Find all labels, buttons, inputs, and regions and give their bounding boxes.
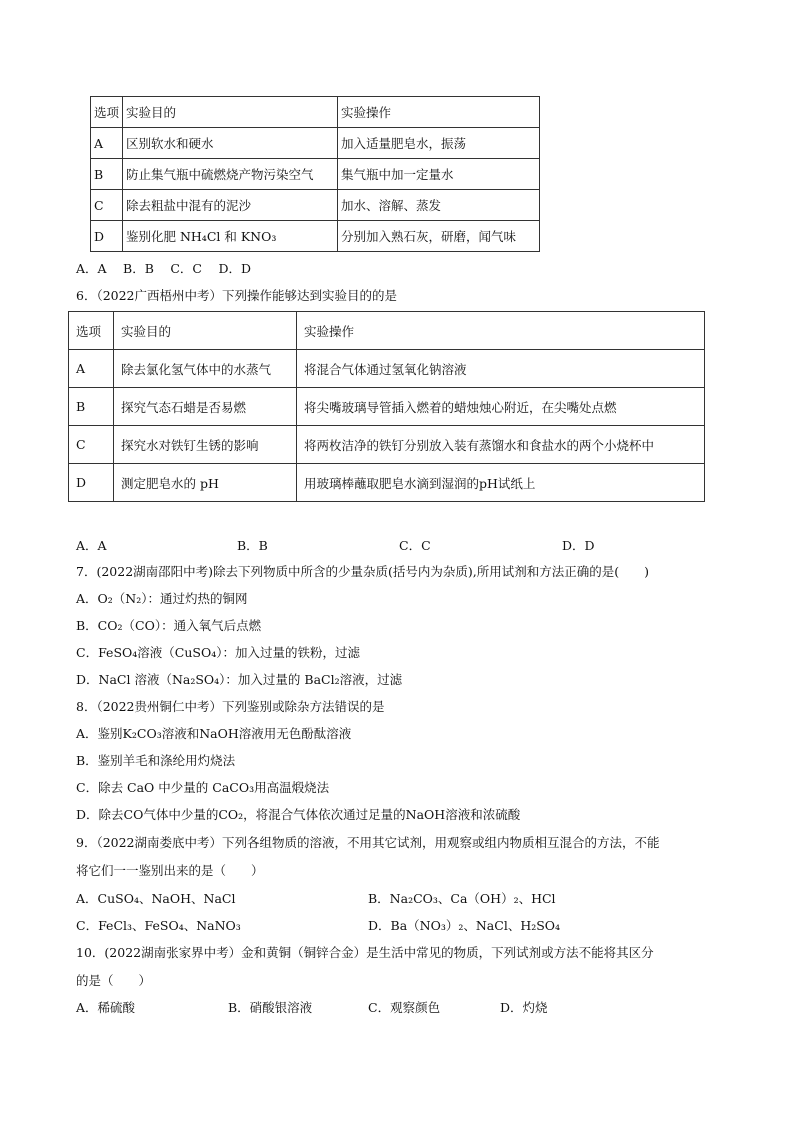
table-header-cell: 实验操作 (338, 97, 540, 128)
q7-option-a: A．O₂（N₂）：通过灼热的铜网 (76, 591, 248, 606)
table-cell: 集气瓶中加一定量水 (338, 159, 540, 190)
table-header-cell: 实验目的 (114, 312, 297, 350)
table-cell: 探究水对铁钉生锈的影响 (114, 426, 297, 464)
table-row (91, 128, 540, 159)
table-row (69, 388, 705, 426)
q9-option-c: C．FeCl₃、FeSO₄、NaNO₃ (76, 918, 241, 933)
q9-option-b: B．Na₂CO₃、Ca（OH）₂、HCl (368, 891, 556, 906)
q6-stem: 6．（2022广西梧州中考）下列操作能够达到实验目的的是 (76, 288, 398, 303)
table-row (91, 159, 540, 190)
table-cell: 将尖嘴玻璃导管插入燃着的蜡烛烛心附近，在尖嘴处点燃 (297, 388, 705, 426)
table-cell: 测定肥皂水的 pH (114, 464, 297, 502)
q9-stem-line2: 将它们一一鉴别出来的是（ ） (76, 863, 264, 878)
table-cell: 加入适量肥皂水，振荡 (338, 128, 540, 159)
q8-option-a: A．鉴别K₂CO₃溶液和NaOH溶液用无色酚酞溶液 (76, 726, 352, 741)
q10-option-c: C．观察颜色 (368, 1000, 441, 1015)
table1-options: A．A B．B C．C D．D (76, 261, 252, 276)
table-row (69, 426, 705, 464)
q10-option-a: A．稀硫酸 (76, 1000, 136, 1015)
q6-option-d: D．D (562, 538, 595, 553)
table-cell: 将两枚洁净的铁钉分别放入装有蒸馏水和食盐水的两个小烧杯中 (297, 426, 705, 464)
table-cell: 除去粗盐中混有的泥沙 (123, 190, 338, 221)
table-cell: 用玻璃棒蘸取肥皂水滴到湿润的pH试纸上 (297, 464, 705, 502)
table-cell: 探究气态石蜡是否易燃 (114, 388, 297, 426)
table-cell: 防止集气瓶中硫燃烧产物污染空气 (123, 159, 338, 190)
table-cell: 除去氯化氢气体中的水蒸气 (114, 350, 297, 388)
table-header-cell: 选项 (69, 312, 114, 350)
q6-option-c: C．C (399, 538, 431, 553)
q9-option-a: A．CuSO₄、NaOH、NaCl (76, 891, 236, 906)
experiment-table-1 (90, 96, 540, 252)
q9-stem-line1: 9．（2022湖南娄底中考）下列各组物质的溶液，不用其它试剂，用观察或组内物质相互混合的方法，不能 (76, 835, 660, 850)
q10-option-d: D．灼烧 (500, 1000, 548, 1015)
table-cell: 分别加入熟石灰，研磨，闻气味 (338, 221, 540, 252)
table-header-cell: 实验操作 (297, 312, 705, 350)
q6-option-a: A．A (76, 538, 107, 553)
q8-stem: 8．（2022贵州铜仁中考）下列鉴别或除杂方法错误的是 (76, 699, 385, 714)
experiment-table-2 (68, 311, 705, 502)
table-cell: D (69, 464, 114, 502)
q7-stem: 7．(2022湖南邵阳中考)除去下列物质中所含的少量杂质(括号内为杂质),所用试剂和方法正确的是( ) (76, 564, 649, 579)
table-row (91, 190, 540, 221)
table-header-cell: 实验目的 (123, 97, 338, 128)
table-cell: A (91, 128, 123, 159)
table-cell: C (91, 190, 123, 221)
table-cell: C (69, 426, 114, 464)
q8-option-c: C．除去 CaO 中少量的 CaCO₃用高温煅烧法 (76, 780, 330, 795)
q8-option-b: B．鉴别羊毛和涤纶用灼烧法 (76, 753, 236, 768)
q7-option-c: C．FeSO₄溶液（CuSO₄）：加入过量的铁粉，过滤 (76, 645, 360, 660)
q10-stem-line1: 10．(2022湖南张家界中考）金和黄铜（铜锌合金）是生活中常见的物质，下列试剂或方法不能将其区分 (76, 945, 654, 960)
q10-option-b: B．硝酸银溶液 (228, 1000, 313, 1015)
table-header-row (91, 97, 540, 128)
table-header-cell: 选项 (91, 97, 123, 128)
table-cell: 鉴别化肥 NH₄Cl 和 KNO₃ (123, 221, 338, 252)
table-cell: 加水、溶解、蒸发 (338, 190, 540, 221)
q6-option-b: B．B (237, 538, 268, 553)
table-row (69, 464, 705, 502)
q9-option-d: D．Ba（NO₃）₂、NaCl、H₂SO₄ (368, 918, 561, 933)
table-cell: D (91, 221, 123, 252)
table-cell: 区别软水和硬水 (123, 128, 338, 159)
q7-option-b: B．CO₂（CO）：通入氧气后点燃 (76, 618, 262, 633)
table-header-row (69, 312, 705, 350)
table-cell: B (91, 159, 123, 190)
table-cell: A (69, 350, 114, 388)
q7-option-d: D．NaCl 溶液（Na₂SO₄）：加入过量的 BaCl₂溶液，过滤 (76, 672, 403, 687)
q8-option-d: D．除去CO气体中少量的CO₂，将混合气体依次通过足量的NaOH溶液和浓硫酸 (76, 807, 521, 822)
table-cell: B (69, 388, 114, 426)
q10-stem-line2: 的是（ ） (76, 973, 152, 988)
table-row (69, 350, 705, 388)
table-row (91, 221, 540, 252)
table-cell: 将混合气体通过氢氧化钠溶液 (297, 350, 705, 388)
